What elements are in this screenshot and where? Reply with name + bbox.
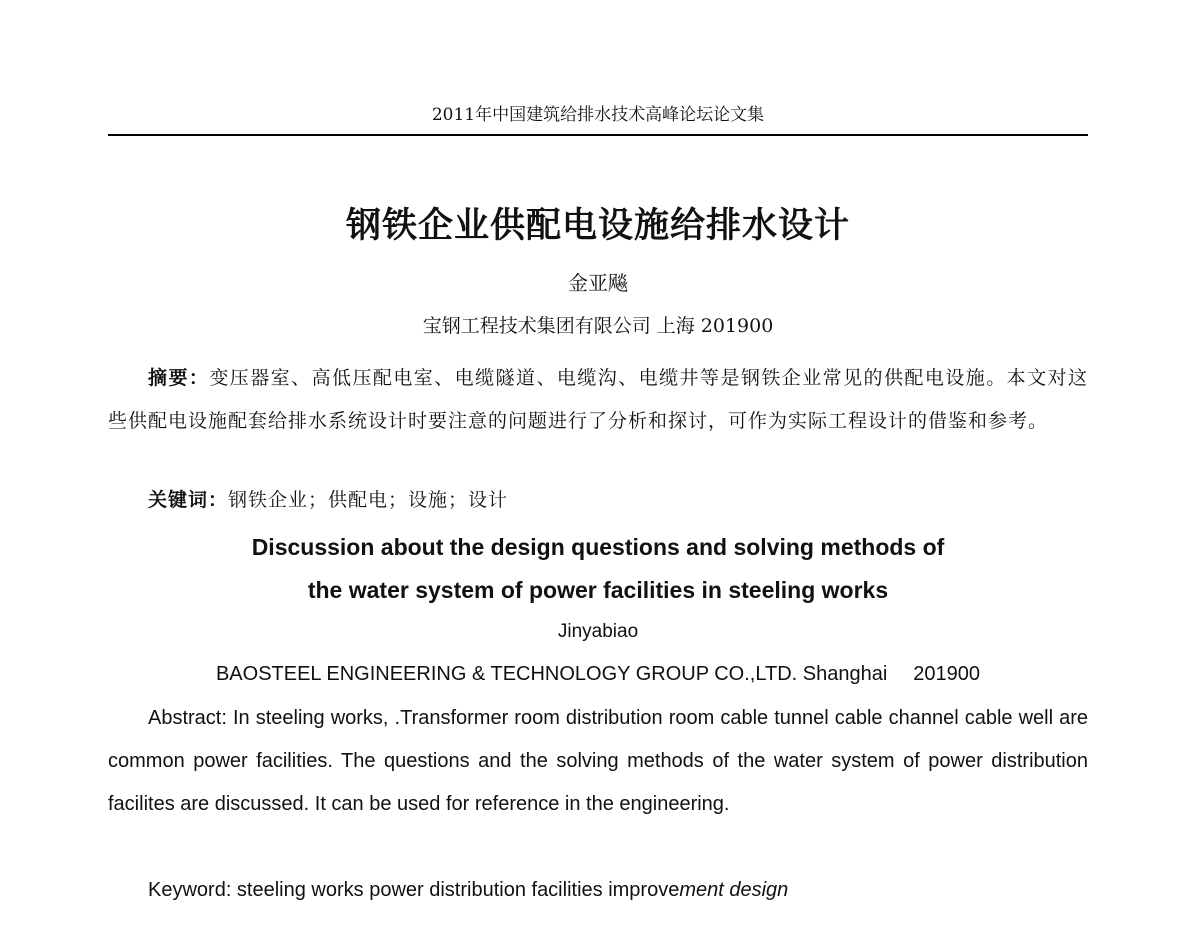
keywords-cn-label: 关键词： xyxy=(148,489,229,511)
abstract-cn-text: 变压器室、高低压配电室、电缆隧道、电缆沟、电缆井等是钢铁企业常见的供配电设施。本文对这些供配电设施配套给排水系统设计时要注意的问题进行了分析和探讨，可作为实际工程设计的借鉴和参考。 xyxy=(108,367,1088,432)
author-cn: 金亚飚 xyxy=(568,271,628,295)
postcode-en: 201900 xyxy=(913,663,981,685)
abstract-cn xyxy=(108,357,1088,443)
keywords-cn xyxy=(148,486,1088,514)
affiliation-cn: 宝钢工程技术集团有限公司 上海 201900 xyxy=(422,315,774,337)
keywords-en-text: Keyword: steeling works power distribution facilities improve xyxy=(148,879,680,901)
abstract-cn-label: 摘要： xyxy=(148,367,210,389)
affiliation-en xyxy=(108,661,1088,687)
author-en: Jinyabiao xyxy=(557,621,639,642)
keywords-en xyxy=(148,876,1088,904)
header-rule xyxy=(108,134,1088,136)
keywords-en-italic: ment design xyxy=(679,879,789,901)
keywords-cn-text: 钢铁企业；供配电；设施；设计 xyxy=(228,489,509,511)
paper-title-en-line2: the water system of power facilities in steeling works xyxy=(307,577,889,603)
affiliation-en-text: BAOSTEEL ENGINEERING & TECHNOLOGY GROUP CO.,LTD. Shanghai xyxy=(215,663,888,685)
running-header: 2011年中国建筑给排水技术高峰论坛论文集 xyxy=(431,105,765,125)
paper-title-cn: 钢铁企业供配电设施给排水设计 xyxy=(345,206,850,246)
paper-title-en-line1: Discussion about the design questions and solving methods of xyxy=(251,534,945,560)
paper-title-en xyxy=(108,526,1088,612)
abstract-en: Abstract: In steeling works, .Transformer room distribution room cable tunnel cable channel cable well are common power facilities. The questions and the solving methods of the water system of power distribution facilites are discussed. It can be used for reference in the engineering. xyxy=(108,707,1088,815)
